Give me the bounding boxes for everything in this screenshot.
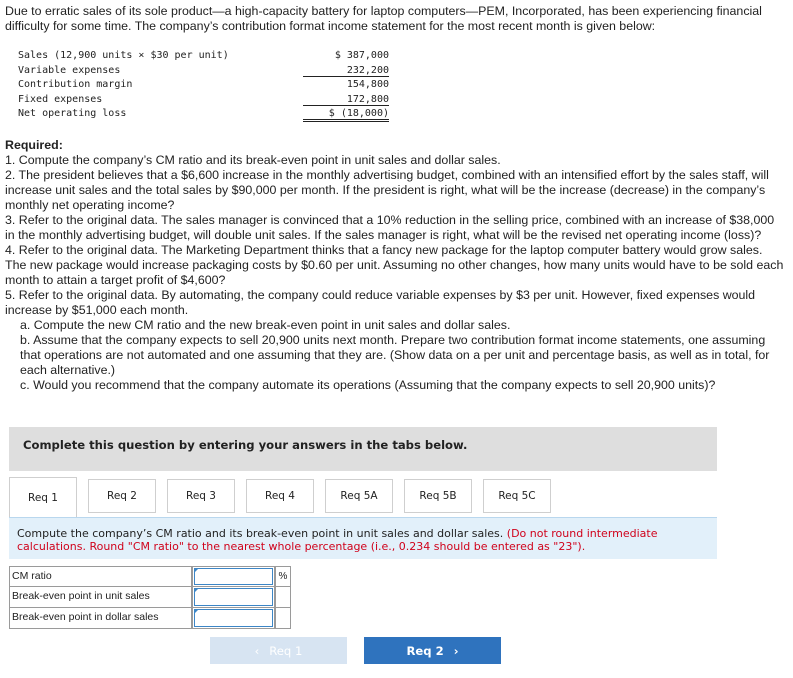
answer-label: Break-even point in dollar sales — [9, 608, 192, 629]
statement-label: Net operating loss — [18, 108, 127, 120]
required-item: 5. Refer to the original data. By automating, the company could reduce variable expenses by $3 per unit. However, fixed expenses would increase by $51,000 each month. — [5, 288, 756, 317]
chevron-left-icon: ‹ — [254, 643, 260, 658]
input-box[interactable] — [194, 568, 273, 585]
chevron-right-icon: › — [453, 643, 459, 658]
answer-label: Break-even point in unit sales — [9, 587, 192, 608]
prev-req-button[interactable] — [210, 637, 347, 664]
required-sub-item: a. Compute the new CM ratio and the new break-even point in unit sales and dollar sales. — [20, 318, 511, 332]
statement-label: Fixed expenses — [18, 93, 103, 105]
input-marker-icon — [194, 609, 199, 614]
statement-value: $ 387,000 — [334, 50, 389, 61]
input-box[interactable] — [194, 588, 273, 606]
required-item: 4. Refer to the original data. The Marketing Department thinks that a fancy new package for the laptop computer battery would grow sales. The new package would increase packaging costs by $0.60 per unit. Assuming no other changes, how many units would have to be sold each month to attain a target profit of $4,600? — [5, 243, 784, 287]
tab-req-4[interactable]: Req 4 — [246, 479, 314, 513]
instruction-text: Compute the company’s CM ratio and its break-even point in unit sales and dollar sales. — [17, 527, 504, 540]
tab-req-5b[interactable]: Req 5B — [404, 479, 472, 513]
instruction-box — [9, 517, 717, 559]
tab-req-3[interactable]: Req 3 — [167, 479, 235, 513]
requirement-tabs — [9, 477, 717, 517]
next-req-label: Req 2 — [406, 643, 444, 658]
required-sub-item: b. Assume that the company expects to sell 20,900 units next month. Prepare two contribution format income statements, one assuming that operations are not automated and one assuming that they are. (Show data on a per unit and percentage basis, as well as in total, for each alternative.) — [20, 333, 770, 377]
complete-question-banner: Complete this question by entering your answers in the tabs below. — [9, 427, 717, 471]
statement-value: 172,800 — [303, 94, 389, 106]
required-item: 3. Refer to the original data. The sales manager is convinced that a 10% reduction in the selling price, combined with an increase of $38,000 in the monthly advertising budget, will double unit sales. If the sales manager is right, what will be the revised net operating income (loss)? — [5, 213, 775, 242]
break-even-units-input[interactable] — [192, 587, 275, 608]
next-req-button[interactable] — [364, 637, 501, 664]
tab-req-1[interactable]: Req 1 — [9, 477, 77, 517]
input-marker-icon — [194, 588, 199, 593]
statement-label: Sales (12,900 units × $30 per unit) — [18, 50, 229, 61]
cm-ratio-input[interactable] — [192, 566, 275, 587]
instruction-note: (Do not round intermediate calculations. Round "CM ratio" to the nearest whole percentage (i.e., 0.234 should be entered as "23"). — [17, 527, 658, 553]
unit-cell — [275, 587, 291, 608]
unit-cell — [275, 608, 291, 629]
statement-value: 154,800 — [346, 79, 389, 91]
required-heading: Required: — [5, 138, 63, 152]
tab-req-2[interactable]: Req 2 — [88, 479, 156, 513]
tab-req-5a[interactable]: Req 5A — [325, 479, 393, 513]
statement-value: 232,200 — [303, 65, 389, 77]
required-item: 2. The president believes that a $6,600 increase in the monthly advertising budget, combined with an intensified effort by the sales staff, will increase unit sales and the total sales by $90,000 per month. If the president is right, what will be the increase (decrease) in the company’s monthly net operating income? — [5, 168, 769, 212]
break-even-dollars-input[interactable] — [192, 608, 275, 629]
input-box[interactable] — [194, 609, 273, 627]
statement-value: $ (18,000) — [303, 108, 389, 122]
tab-req-5c[interactable]: Req 5C — [483, 479, 551, 513]
statement-label: Contribution margin — [18, 79, 133, 91]
input-marker-icon — [194, 568, 199, 573]
problem-intro: Due to erratic sales of its sole product—a high-capacity battery for laptop computers—PEM, Incorporated, has been experiencing financial difficulty for some time. The company’s contribution format income statement for the most recent month is given below: — [5, 4, 762, 33]
required-section — [5, 138, 785, 393]
prev-req-label: Req 1 — [269, 643, 303, 658]
answer-label: CM ratio — [9, 566, 192, 587]
required-sub-item: c. Would you recommend that the company automate its operations (Assuming that the company expects to sell 20,900 units)? — [20, 378, 716, 392]
percent-unit: % — [275, 566, 291, 587]
required-item: 1. Compute the company’s CM ratio and its break-even point in unit sales and dollar sales. — [5, 153, 501, 167]
statement-label: Variable expenses — [18, 64, 121, 76]
